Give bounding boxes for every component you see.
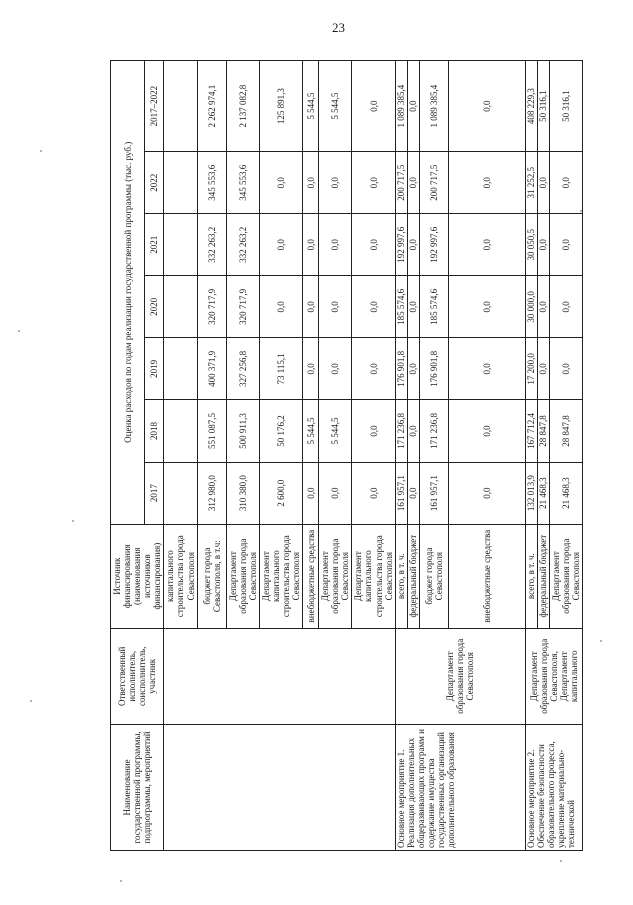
value-cell: 0,0	[319, 276, 352, 338]
value-cell: 30 000,0	[525, 276, 537, 338]
value-cell: 0,0	[319, 338, 352, 400]
value-cell: 0,0	[407, 462, 419, 524]
value-cell: 0,0	[448, 152, 525, 214]
value-cell: 400 371,9	[197, 338, 226, 400]
header-name: Наименование государственной программы, подпрограммы, мероприятий	[111, 724, 164, 850]
value-cell: 50 316,1	[537, 61, 549, 152]
value-cell: 2 600,0	[259, 462, 302, 524]
value-cell: 1 089 385,4	[419, 61, 448, 152]
source-label: Департамент капитального строительства города Севастополя	[259, 524, 302, 628]
value-cell: 0,0	[537, 276, 549, 338]
table-row	[395, 61, 407, 851]
value-cell: 21 468,3	[549, 462, 582, 524]
value-cell: 0,0	[259, 276, 302, 338]
rotated-table-area	[110, 60, 581, 851]
source-label: всего, в т. ч.	[395, 524, 407, 628]
value-cell: 50 316,1	[549, 61, 582, 152]
value-cell: 185 574,6	[419, 276, 448, 338]
value-cell: 0,0	[352, 61, 395, 152]
source-label: капитального строительства города Севастополя	[164, 524, 197, 628]
name-cell-continued	[164, 724, 395, 850]
scan-speck	[580, 210, 582, 212]
year-header: 2017	[145, 462, 164, 524]
value-cell	[164, 338, 197, 400]
value-cell: 408 229,3	[525, 61, 537, 152]
scan-speck	[560, 860, 562, 862]
value-cell: 0,0	[303, 338, 319, 400]
value-cell: 0,0	[352, 400, 395, 462]
scan-speck	[72, 520, 74, 522]
year-header: 2022	[145, 152, 164, 214]
value-cell: 0,0	[407, 400, 419, 462]
value-cell	[164, 400, 197, 462]
value-cell: 345 553,6	[226, 152, 259, 214]
value-cell: 73 115,1	[259, 338, 302, 400]
value-cell: 0,0	[407, 338, 419, 400]
value-cell: 5 544,5	[319, 400, 352, 462]
table-row	[525, 61, 537, 851]
value-cell: 0,0	[352, 338, 395, 400]
value-cell: 0,0	[319, 462, 352, 524]
value-cell: 125 891,3	[259, 61, 302, 152]
value-cell: 0,0	[352, 152, 395, 214]
value-cell: 332 263,2	[226, 214, 259, 276]
activity-1-executor: Департамент образования города Севастополя	[395, 628, 525, 724]
value-cell: 332 263,2	[197, 214, 226, 276]
value-cell: 2 137 082,8	[226, 61, 259, 152]
table-row	[164, 61, 197, 851]
source-label: Департамент образования города Севастополя	[226, 524, 259, 628]
value-cell: 0,0	[259, 152, 302, 214]
expenditure-table	[110, 60, 583, 851]
activity-2-executor: Департамент образования города Севастополя, Департамент капитального	[525, 628, 582, 724]
value-cell: 176 901,8	[395, 338, 407, 400]
source-label: внебюджетные средства	[448, 524, 525, 628]
value-cell: 345 553,6	[197, 152, 226, 214]
value-cell: 0,0	[352, 462, 395, 524]
source-label: Департамент образования города Севастополя	[319, 524, 352, 628]
value-cell: 0,0	[407, 276, 419, 338]
source-label: Департамент образования города Севастополя	[549, 524, 582, 628]
scan-speck	[600, 640, 602, 642]
year-header: 2020	[145, 276, 164, 338]
value-cell: 161 957,1	[395, 462, 407, 524]
value-cell: 200 717,5	[395, 152, 407, 214]
value-cell: 0,0	[537, 152, 549, 214]
header-executor: Ответственный исполнитель, соисполнитель, участник	[111, 628, 164, 724]
value-cell: 31 252,5	[525, 152, 537, 214]
year-header: 2021	[145, 214, 164, 276]
value-cell	[164, 152, 197, 214]
value-cell: 132 013,9	[525, 462, 537, 524]
value-cell: 0,0	[448, 61, 525, 152]
value-cell: 30 050,5	[525, 214, 537, 276]
value-cell: 161 957,1	[419, 462, 448, 524]
source-label: внебюджетные средства	[303, 524, 319, 628]
value-cell: 17 200,0	[525, 338, 537, 400]
value-cell: 0,0	[549, 338, 582, 400]
value-cell: 167 712,4	[525, 400, 537, 462]
value-cell: 0,0	[549, 152, 582, 214]
value-cell: 2 262 974,1	[197, 61, 226, 152]
value-cell: 310 380,0	[226, 462, 259, 524]
source-label: бюджет города Севастополя, в т.ч:	[197, 524, 226, 628]
value-cell: 21 468,3	[537, 462, 549, 524]
source-label: всего, в т. ч.	[525, 524, 537, 628]
value-cell: 551 087,5	[197, 400, 226, 462]
value-cell	[164, 276, 197, 338]
header-row-1	[111, 61, 145, 851]
value-cell: 0,0	[303, 152, 319, 214]
value-cell: 320 717,9	[197, 276, 226, 338]
value-cell: 0,0	[407, 152, 419, 214]
scan-speck	[30, 700, 32, 702]
page-number: 23	[332, 20, 345, 35]
value-cell: 0,0	[319, 214, 352, 276]
value-cell: 185 574,6	[395, 276, 407, 338]
value-cell: 200 717,5	[419, 152, 448, 214]
header-estimate: Оценка расходов по годам реализации государственной программы (тыс. руб.)	[111, 61, 145, 525]
value-cell: 0,0	[448, 276, 525, 338]
header-source: Источник финансирования (наименования источников финансирования)	[111, 524, 164, 628]
value-cell: 0,0	[537, 214, 549, 276]
value-cell: 0,0	[259, 214, 302, 276]
value-cell: 0,0	[549, 276, 582, 338]
scan-speck	[120, 880, 122, 882]
source-label: федеральный бюджет	[537, 524, 549, 628]
value-cell: 171 236,8	[395, 400, 407, 462]
value-cell: 50 176,2	[259, 400, 302, 462]
value-cell: 0,0	[303, 214, 319, 276]
value-cell: 192 997,6	[395, 214, 407, 276]
value-cell: 0,0	[448, 462, 525, 524]
activity-1-name: Основное мероприятие 1. Реализация дополнительных общеразвивающих программ и содержание имущества государственных организаций дополнительного образования	[395, 724, 525, 850]
value-cell: 0,0	[549, 214, 582, 276]
value-cell: 1 089 385,4	[395, 61, 407, 152]
value-cell	[164, 214, 197, 276]
value-cell: 0,0	[448, 400, 525, 462]
value-cell: 500 911,3	[226, 400, 259, 462]
value-cell: 0,0	[407, 214, 419, 276]
source-label: бюджет города Севастополя	[419, 524, 448, 628]
value-cell: 28 847,8	[549, 400, 582, 462]
value-cell: 171 236,8	[419, 400, 448, 462]
scan-speck	[18, 330, 20, 332]
value-cell: 312 980,0	[197, 462, 226, 524]
value-cell: 0,0	[303, 462, 319, 524]
value-cell: 28 847,8	[537, 400, 549, 462]
value-cell: 0,0	[537, 338, 549, 400]
activity-2-name: Основное мероприятие 2. Обеспечение безопасности образовательного процесса, укрепление материально-технической	[525, 724, 582, 850]
value-cell: 320 717,9	[226, 276, 259, 338]
year-header: 2018	[145, 400, 164, 462]
value-cell: 176 901,8	[419, 338, 448, 400]
scan-speck	[40, 150, 42, 152]
value-cell: 192 997,6	[419, 214, 448, 276]
executor-cell-continued	[164, 628, 395, 724]
source-label: федеральный бюджет	[407, 524, 419, 628]
value-cell: 0,0	[303, 276, 319, 338]
value-cell: 0,0	[352, 214, 395, 276]
value-cell: 0,0	[352, 276, 395, 338]
value-cell: 5 544,5	[303, 400, 319, 462]
source-label: Департамент капитального строительства города Севастополя	[352, 524, 395, 628]
value-cell: 0,0	[319, 152, 352, 214]
value-cell: 5 544,5	[303, 61, 319, 152]
year-header: 2017–2022	[145, 61, 164, 152]
value-cell	[164, 462, 197, 524]
value-cell: 327 256,8	[226, 338, 259, 400]
value-cell: 0,0	[407, 61, 419, 152]
value-cell	[164, 61, 197, 152]
value-cell: 5 544,5	[319, 61, 352, 152]
value-cell: 0,0	[448, 214, 525, 276]
year-header: 2019	[145, 338, 164, 400]
value-cell: 0,0	[448, 338, 525, 400]
